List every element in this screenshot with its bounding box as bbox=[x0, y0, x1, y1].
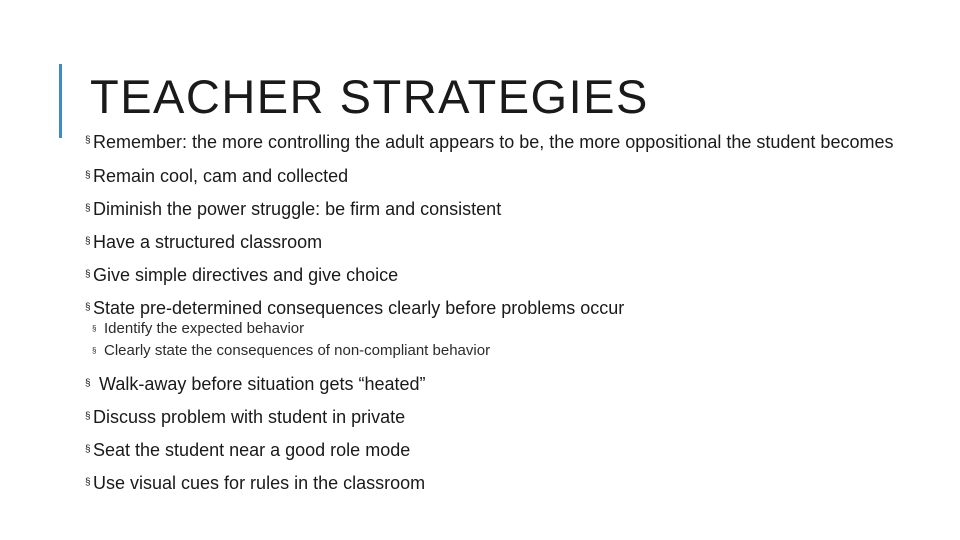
bullet-marker-icon: § bbox=[85, 444, 91, 455]
bullet-marker-icon: § bbox=[85, 269, 91, 280]
bullet-item bbox=[85, 131, 915, 154]
bullet-item bbox=[85, 232, 915, 252]
bullet-marker-icon: § bbox=[85, 477, 91, 488]
bullet-text: Seat the student near a good role mode bbox=[93, 440, 411, 460]
bullet-item bbox=[85, 440, 915, 460]
title-accent-bar bbox=[59, 64, 62, 138]
bullet-marker-icon: § bbox=[85, 236, 91, 247]
slide-title: TEACHER STRATEGIES bbox=[90, 70, 649, 123]
bullet-item bbox=[85, 374, 915, 394]
bullet-item bbox=[85, 166, 915, 186]
bullet-text: Remember: the more controlling the adult appears to be, the more oppositional the student becomes bbox=[93, 132, 894, 152]
sub-bullet-text: Identify the expected behavior bbox=[104, 320, 305, 337]
bullet-item bbox=[85, 199, 915, 219]
sub-bullet-marker-icon: § bbox=[92, 346, 97, 355]
sub-bullet-item bbox=[92, 318, 915, 340]
bullet-item bbox=[85, 265, 915, 285]
bullet-marker-icon: § bbox=[85, 135, 91, 146]
bullet-text: State pre-determined consequences clearly before problems occur bbox=[93, 298, 625, 318]
bullet-item bbox=[85, 298, 915, 318]
bullet-text: Have a structured classroom bbox=[93, 232, 323, 252]
bullet-text: Walk-away before situation gets “heated” bbox=[99, 374, 426, 394]
bullet-marker-icon: § bbox=[85, 378, 91, 389]
bullet-text: Use visual cues for rules in the classroom bbox=[93, 473, 426, 493]
sub-bullet-text: Clearly state the consequences of non-compliant behavior bbox=[104, 342, 491, 359]
bullet-marker-icon: § bbox=[85, 302, 91, 313]
bullet-text: Remain cool, cam and collected bbox=[93, 166, 349, 186]
bullet-list bbox=[85, 131, 915, 493]
bullet-marker-icon: § bbox=[85, 203, 91, 214]
sub-bullet-item bbox=[92, 340, 915, 362]
bullet-marker-icon: § bbox=[85, 170, 91, 181]
bullet-marker-icon: § bbox=[85, 411, 91, 422]
bullet-text: Diminish the power struggle: be firm and consistent bbox=[93, 199, 502, 219]
bullet-text: Discuss problem with student in private bbox=[93, 407, 406, 427]
bullet-item bbox=[85, 407, 915, 427]
bullet-item bbox=[85, 473, 915, 493]
sub-bullet-marker-icon: § bbox=[92, 324, 97, 333]
bullet-text: Give simple directives and give choice bbox=[93, 265, 399, 285]
